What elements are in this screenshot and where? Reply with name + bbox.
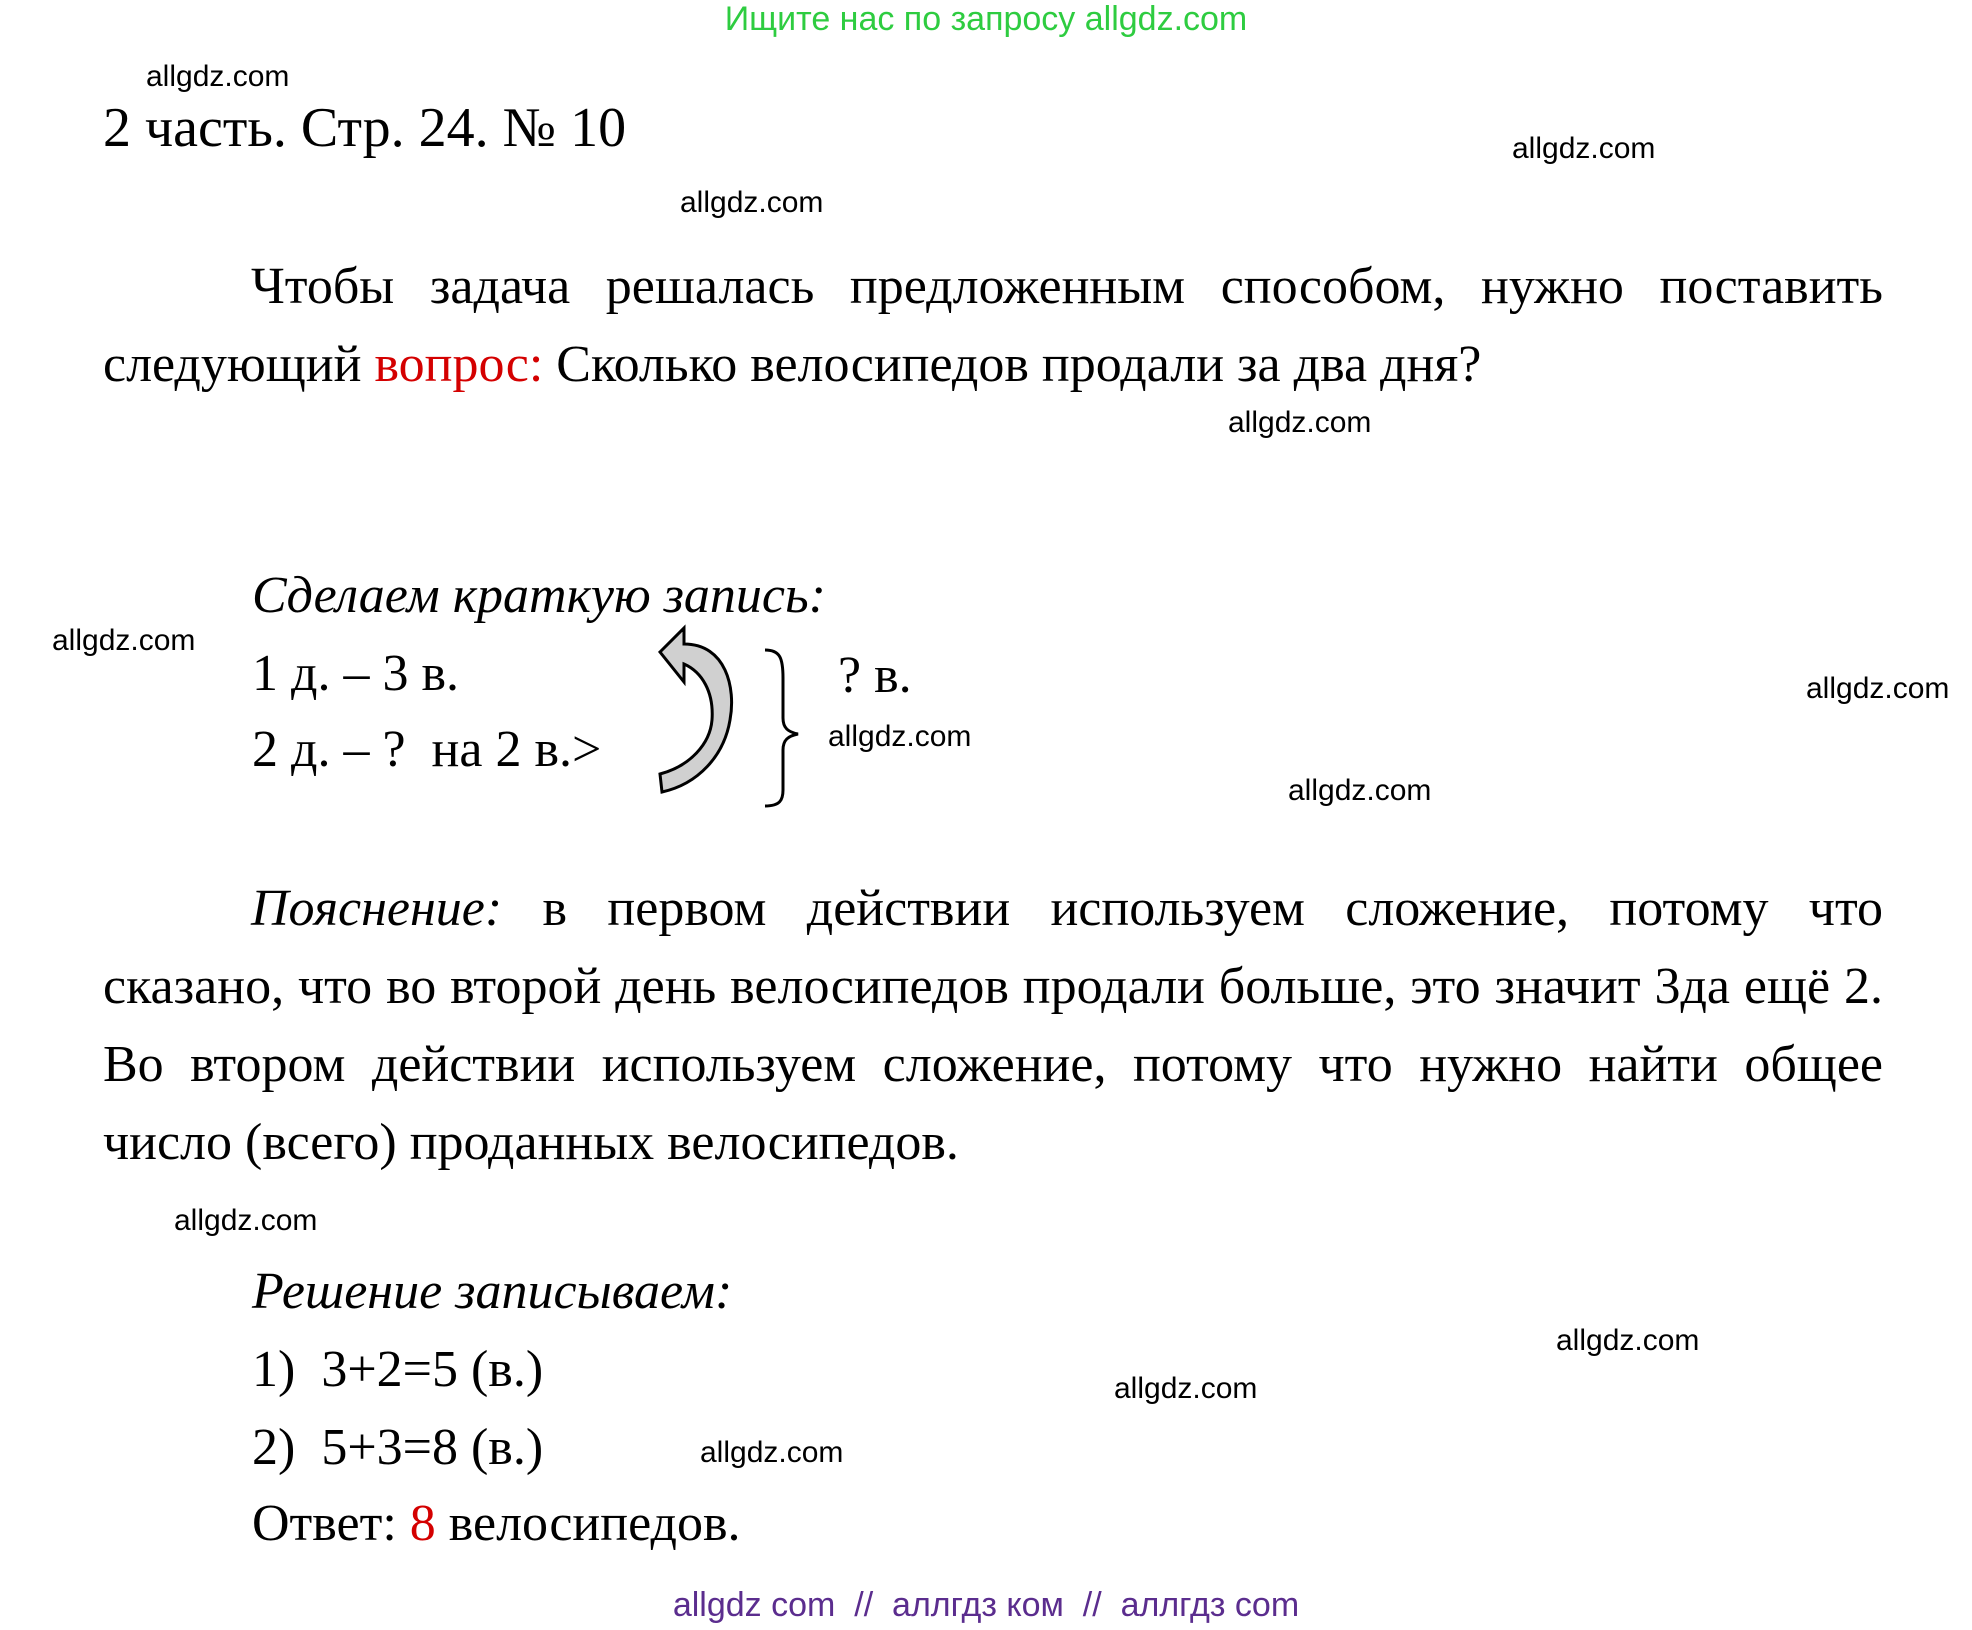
solution-heading: Решение записываем:	[252, 1263, 733, 1320]
watermark: allgdz.com	[146, 60, 290, 93]
solution-step1: 1) 3+2=5 (в.)	[252, 1341, 544, 1398]
watermark: allgdz.com	[174, 1204, 318, 1237]
watermark: allgdz.com	[1512, 132, 1656, 165]
watermark: allgdz.com	[1288, 774, 1432, 807]
watermark: allgdz.com	[1228, 406, 1372, 439]
short-record-line1: 1 д. – 3 в.	[252, 645, 460, 702]
intro-text-part1: Чтобы задача решалась предложенным способом, нужно поставить следующий	[103, 258, 1883, 393]
brace-icon	[765, 650, 798, 806]
explanation-text: в первом действии используем сложение, потому что сказано, что во второй день велосипедов продали больше, это значит 3да ещё 2. Во втором действии используем сложение, потому что нужно найти общее число (всего) проданных велосипедов.	[103, 880, 1883, 1171]
page-title: 2 часть. Стр. 24. № 10	[103, 97, 627, 159]
explanation-paragraph	[103, 870, 1883, 1182]
watermark: allgdz.com	[1806, 672, 1950, 705]
explanation-label: Пояснение:	[251, 880, 503, 937]
short-record-diagram	[640, 620, 820, 810]
top-banner[interactable]: Ищите нас по запросу allgdz.com	[724, 0, 1248, 38]
answer-label: Ответ:	[252, 1495, 410, 1552]
watermark: allgdz.com	[680, 186, 824, 219]
intro-paragraph	[103, 248, 1883, 404]
bottom-banner[interactable]: allgdz com // аллгдз ком // аллгдз com	[672, 1586, 1300, 1624]
answer-line	[252, 1494, 741, 1553]
watermark: allgdz.com	[52, 624, 196, 657]
intro-highlight: вопрос:	[374, 336, 544, 393]
short-record-total: ? в.	[838, 647, 912, 704]
intro-text-part2: Сколько велосипедов продали за два дня?	[543, 336, 1482, 393]
answer-value: 8	[409, 1495, 436, 1552]
solution-step2: 2) 5+3=8 (в.)	[252, 1419, 544, 1476]
watermark: allgdz.com	[700, 1436, 844, 1469]
curved-arrow-icon	[660, 628, 732, 792]
watermark: allgdz.com	[828, 720, 972, 753]
answer-unit: велосипедов.	[435, 1495, 741, 1552]
short-record-heading: Сделаем краткую запись:	[252, 567, 826, 624]
watermark: allgdz.com	[1114, 1372, 1258, 1405]
short-record-line2: 2 д. – ? на 2 в.>	[252, 721, 602, 778]
watermark: allgdz.com	[1556, 1324, 1700, 1357]
